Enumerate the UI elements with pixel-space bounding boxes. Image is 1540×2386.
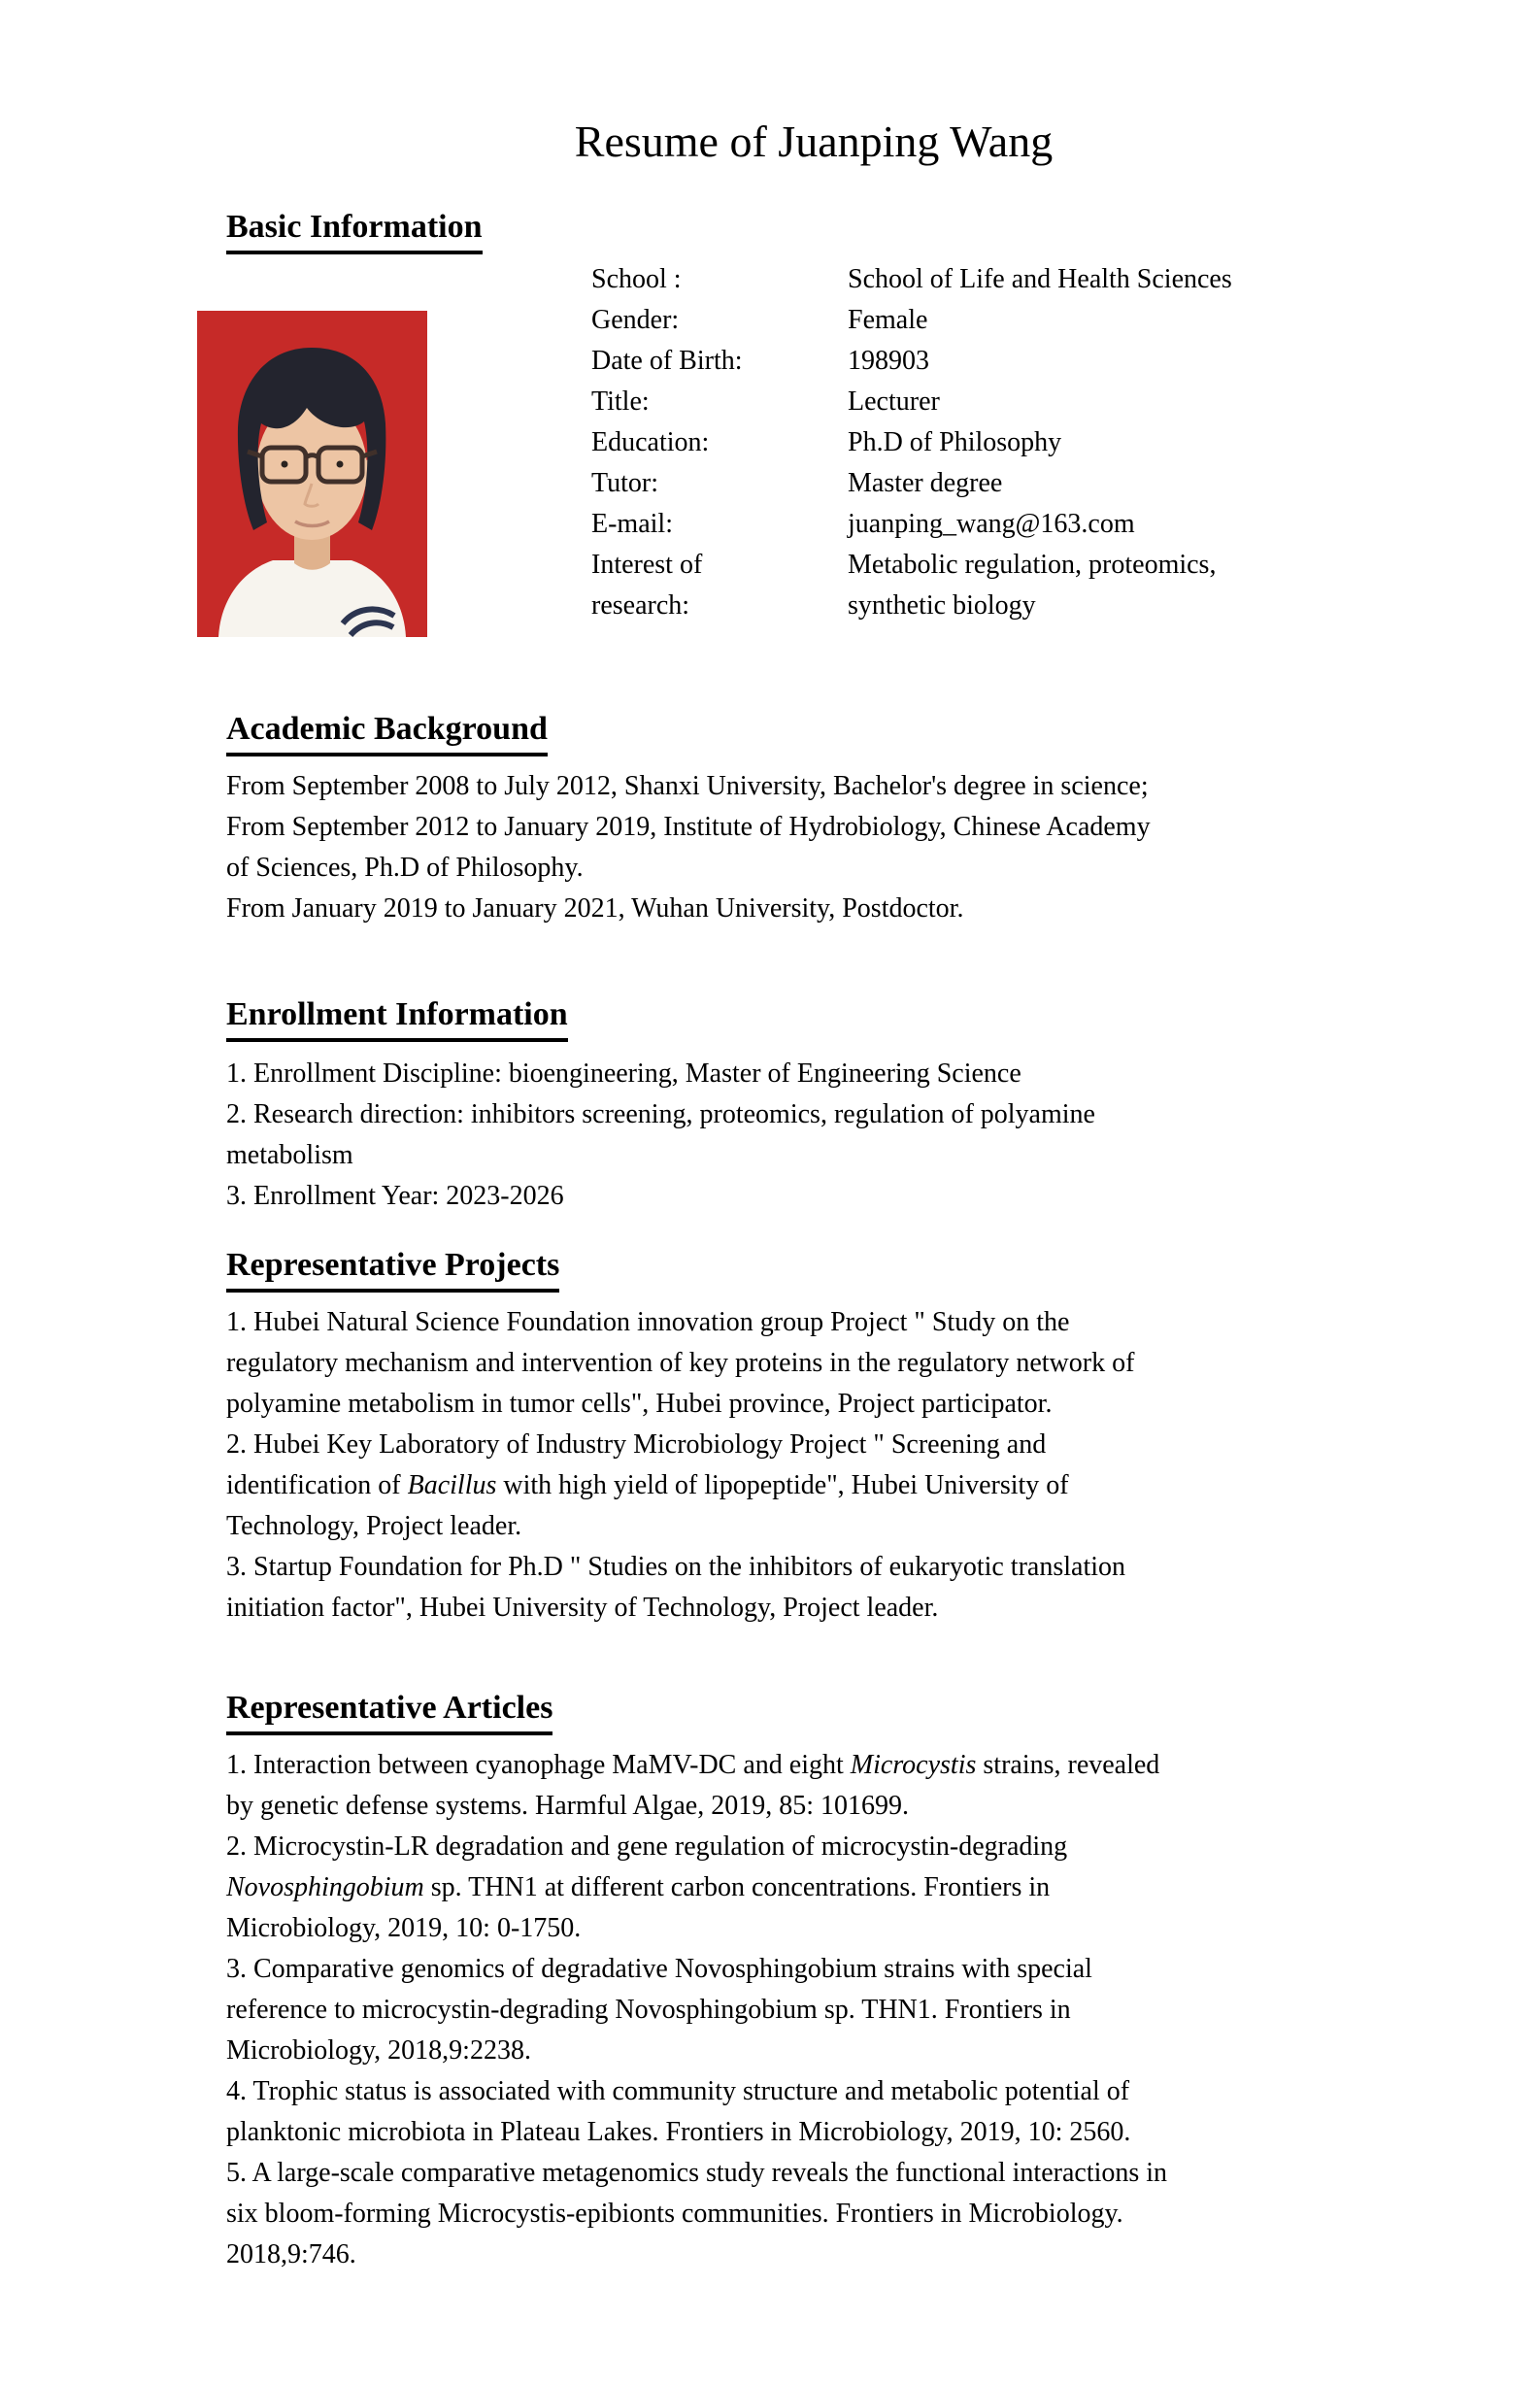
text-line: research: [591, 590, 690, 621]
text-line: by genetic defense systems. Harmful Algae, 2019, 85: 101699. [226, 1791, 909, 1821]
text-line: Education: [591, 427, 710, 457]
heading-representative-projects: Representative Projects [226, 1244, 1314, 1293]
info-value [848, 463, 1232, 504]
info-value [848, 300, 1232, 341]
text-line: From January 2019 to January 2021, Wuhan University, Postdoctor. [226, 893, 964, 924]
text-line: juanping_wang@163.com [848, 509, 1135, 539]
info-row-education [591, 422, 1232, 463]
text-line: regulatory mechanism and intervention of key proteins in the regulatory network of [226, 1348, 1135, 1378]
section-academic-background [226, 708, 1314, 929]
info-label [591, 422, 848, 463]
text-line: 4. Trophic status is associated with community structure and metabolic potential of [226, 2076, 1130, 2106]
text-line: reference to microcystin-degrading Novosphingobium sp. THN1. Frontiers in [226, 1995, 1071, 2025]
basic-info-fields [591, 259, 1232, 626]
info-row-email [591, 504, 1232, 545]
profile-photo [197, 311, 427, 637]
info-label [591, 300, 848, 341]
info-label [591, 463, 848, 504]
info-label [591, 259, 848, 300]
info-row-school [591, 259, 1232, 300]
document-title: Resume of Juanping Wang [574, 117, 1054, 166]
text-line: polyamine metabolism in tumor cells", Hubei province, Project participator. [226, 1389, 1053, 1419]
eye-left [282, 461, 288, 468]
portrait-photo-image [197, 311, 427, 637]
text-line: Microbiology, 2018,9:2238. [226, 2035, 531, 2066]
info-label [591, 504, 848, 545]
section-representative-articles [226, 1687, 1314, 2275]
text-line: 3. Enrollment Year: 2023-2026 [226, 1181, 564, 1211]
info-label [591, 545, 848, 626]
eye-right [337, 461, 344, 468]
info-row-title [591, 382, 1232, 422]
basic-information-body [226, 259, 1314, 640]
text-line: School of Life and Health Sciences [848, 264, 1232, 294]
info-value [848, 422, 1232, 463]
text-line: School : [591, 264, 682, 294]
text-line: Lecturer [848, 386, 940, 417]
text-line: 2018,9:746. [226, 2239, 356, 2269]
text-line: 1. Enrollment Discipline: bioengineering, Master of Engineering Science [226, 1059, 1021, 1089]
text-line: metabolism [226, 1140, 353, 1170]
info-value [848, 259, 1232, 300]
heading-enrollment-information: Enrollment Information [226, 993, 1314, 1042]
info-label [591, 382, 848, 422]
text-line: Female [848, 305, 928, 335]
text-line: 2. Microcystin-LR degradation and gene regulation of microcystin-degrading [226, 1832, 1068, 1862]
info-label [591, 341, 848, 382]
info-value [848, 341, 1232, 382]
info-row-gender [591, 300, 1232, 341]
text-line: 198903 [848, 346, 929, 376]
representative-projects-text [226, 1302, 1314, 1629]
section-representative-projects [226, 1244, 1314, 1629]
info-value [848, 545, 1232, 626]
text-line: initiation factor", Hubei University of Technology, Project leader. [226, 1593, 939, 1623]
text-line: Technology, Project leader. [226, 1511, 522, 1541]
text-line: planktonic microbiota in Plateau Lakes. Frontiers in Microbiology, 2019, 10: 2560. [226, 2117, 1131, 2147]
text-line: Tutor: [591, 468, 659, 498]
text-line: 2. Research direction: inhibitors screening, proteomics, regulation of polyamine [226, 1099, 1095, 1129]
text-line: From September 2008 to July 2012, Shanxi University, Bachelor's degree in science; [226, 771, 1149, 801]
text-line: Ph.D of Philosophy [848, 427, 1062, 457]
text-line: 3. Startup Foundation for Ph.D " Studies on the inhibitors of eukaryotic translation [226, 1552, 1125, 1582]
text-line: six bloom-forming Microcystis-epibionts communities. Frontiers in Microbiology. [226, 2199, 1123, 2229]
text-line: From September 2012 to January 2019, Institute of Hydrobiology, Chinese Academy [226, 812, 1151, 842]
text-line: E-mail: [591, 509, 673, 539]
section-basic-information [226, 206, 1314, 640]
text-line: 1. Hubei Natural Science Foundation innovation group Project " Study on the [226, 1307, 1070, 1337]
enrollment-information-text [226, 1054, 1314, 1217]
representative-articles-text [226, 1745, 1314, 2275]
text-line: 5. A large-scale comparative metagenomics study reveals the functional interactions in [226, 2158, 1168, 2188]
text-line: Interest of [591, 550, 703, 580]
section-enrollment-information [226, 993, 1314, 1217]
heading-representative-articles: Representative Articles [226, 1687, 1314, 1735]
text-line: Microbiology, 2019, 10: 0-1750. [226, 1913, 582, 1943]
academic-background-text [226, 766, 1314, 929]
text-line: of Sciences, Ph.D of Philosophy. [226, 853, 584, 883]
text-line: 3. Comparative genomics of degradative Novosphingobium strains with special [226, 1954, 1092, 1984]
info-row-research-interest [591, 545, 1232, 626]
text-line: identification of Bacillus with high yield of lipopeptide", Hubei University of [226, 1470, 1069, 1500]
text-line: Master degree [848, 468, 1003, 498]
info-row-date-of-birth [591, 341, 1232, 382]
text-line: Gender: [591, 305, 680, 335]
text-line: 1. Interaction between cyanophage MaMV-DC and eight Microcystis strains, revealed [226, 1750, 1160, 1780]
text-line: synthetic biology [848, 590, 1036, 621]
text-line: Date of Birth: [591, 346, 743, 376]
info-value [848, 382, 1232, 422]
info-row-tutor [591, 463, 1232, 504]
heading-basic-information: Basic Information [226, 206, 1314, 254]
text-line: 2. Hubei Key Laboratory of Industry Microbiology Project " Screening and [226, 1429, 1047, 1460]
text-line: Metabolic regulation, proteomics, [848, 550, 1217, 580]
info-value [848, 504, 1232, 545]
text-line: Title: [591, 386, 650, 417]
heading-academic-background: Academic Background [226, 708, 1314, 756]
text-line: Novosphingobium sp. THN1 at different carbon concentrations. Frontiers in [226, 1872, 1051, 1902]
